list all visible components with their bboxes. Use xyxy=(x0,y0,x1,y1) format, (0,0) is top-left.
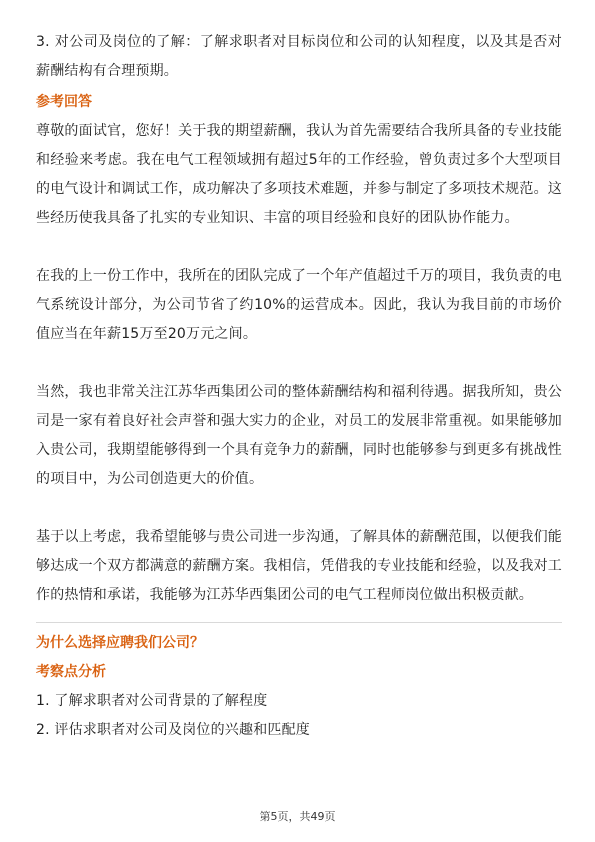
page-number-footer: 第5页，共49页 xyxy=(259,810,336,823)
paragraph-gap xyxy=(36,233,562,262)
reference-answer-heading: 参考回答 xyxy=(36,94,92,110)
answer-paragraph-3: 当然，我也非常关注江苏华西集团公司的整体薪酬结构和福利待遇。据我所知，贵公司是一家有着良好社会声誉和强大实力的企业，对员工的发展非常重视。如果能够加入贵公司，我期望能够得到一个具有竞争力的薪酬，同时也能够参与到更多有挑战性的项目中，为公司创造更大的价值。 xyxy=(36,384,562,487)
analysis-point: 1. 了解求职者对公司背景的了解程度 xyxy=(36,693,268,709)
paragraph-gap xyxy=(36,349,562,378)
item-3-text: 3. 对公司及岗位的了解：了解求职者对目标岗位和公司的认知程度，以及其是否对薪酬结构有合理预期。 xyxy=(36,34,562,79)
analysis-point: 2. 评估求职者对公司及岗位的兴趣和匹配度 xyxy=(36,722,311,738)
section-divider xyxy=(36,622,562,623)
answer-paragraph-4: 基于以上考虑，我希望能够与贵公司进一步沟通，了解具体的薪酬范围，以便我们能够达成一个双方都满意的薪酬方案。我相信，凭借我的专业技能和经验，以及我对工作的热情和承诺，我能够为江苏华西集团公司的电气工程师岗位做出积极贡献。 xyxy=(36,529,562,603)
answer-paragraph-1: 尊敬的面试官，您好！关于我的期望薪酬，我认为首先需要结合我所具备的专业技能和经验来考虑。我在电气工程领域拥有超过5年的工作经验，曾负责过多个大型项目的电气设计和调试工作，成功解决了多项技术难题，并参与制定了多项技术规范。这些经历使我具备了扎实的专业知识、丰富的项目经验和良好的团队协作能力。 xyxy=(36,123,562,226)
page-content xyxy=(36,28,562,745)
answer-paragraph-2: 在我的上一份工作中，我所在的团队完成了一个年产值超过千万的项目，我负责的电气系统设计部分，为公司节省了约10%的运营成本。因此，我认为我目前的市场价值应当在年薪15万至20万元之间。 xyxy=(36,268,562,342)
question-title: 为什么选择应聘我们公司？ xyxy=(36,635,204,651)
analysis-heading: 考察点分析 xyxy=(36,664,106,680)
paragraph-gap xyxy=(36,494,562,523)
